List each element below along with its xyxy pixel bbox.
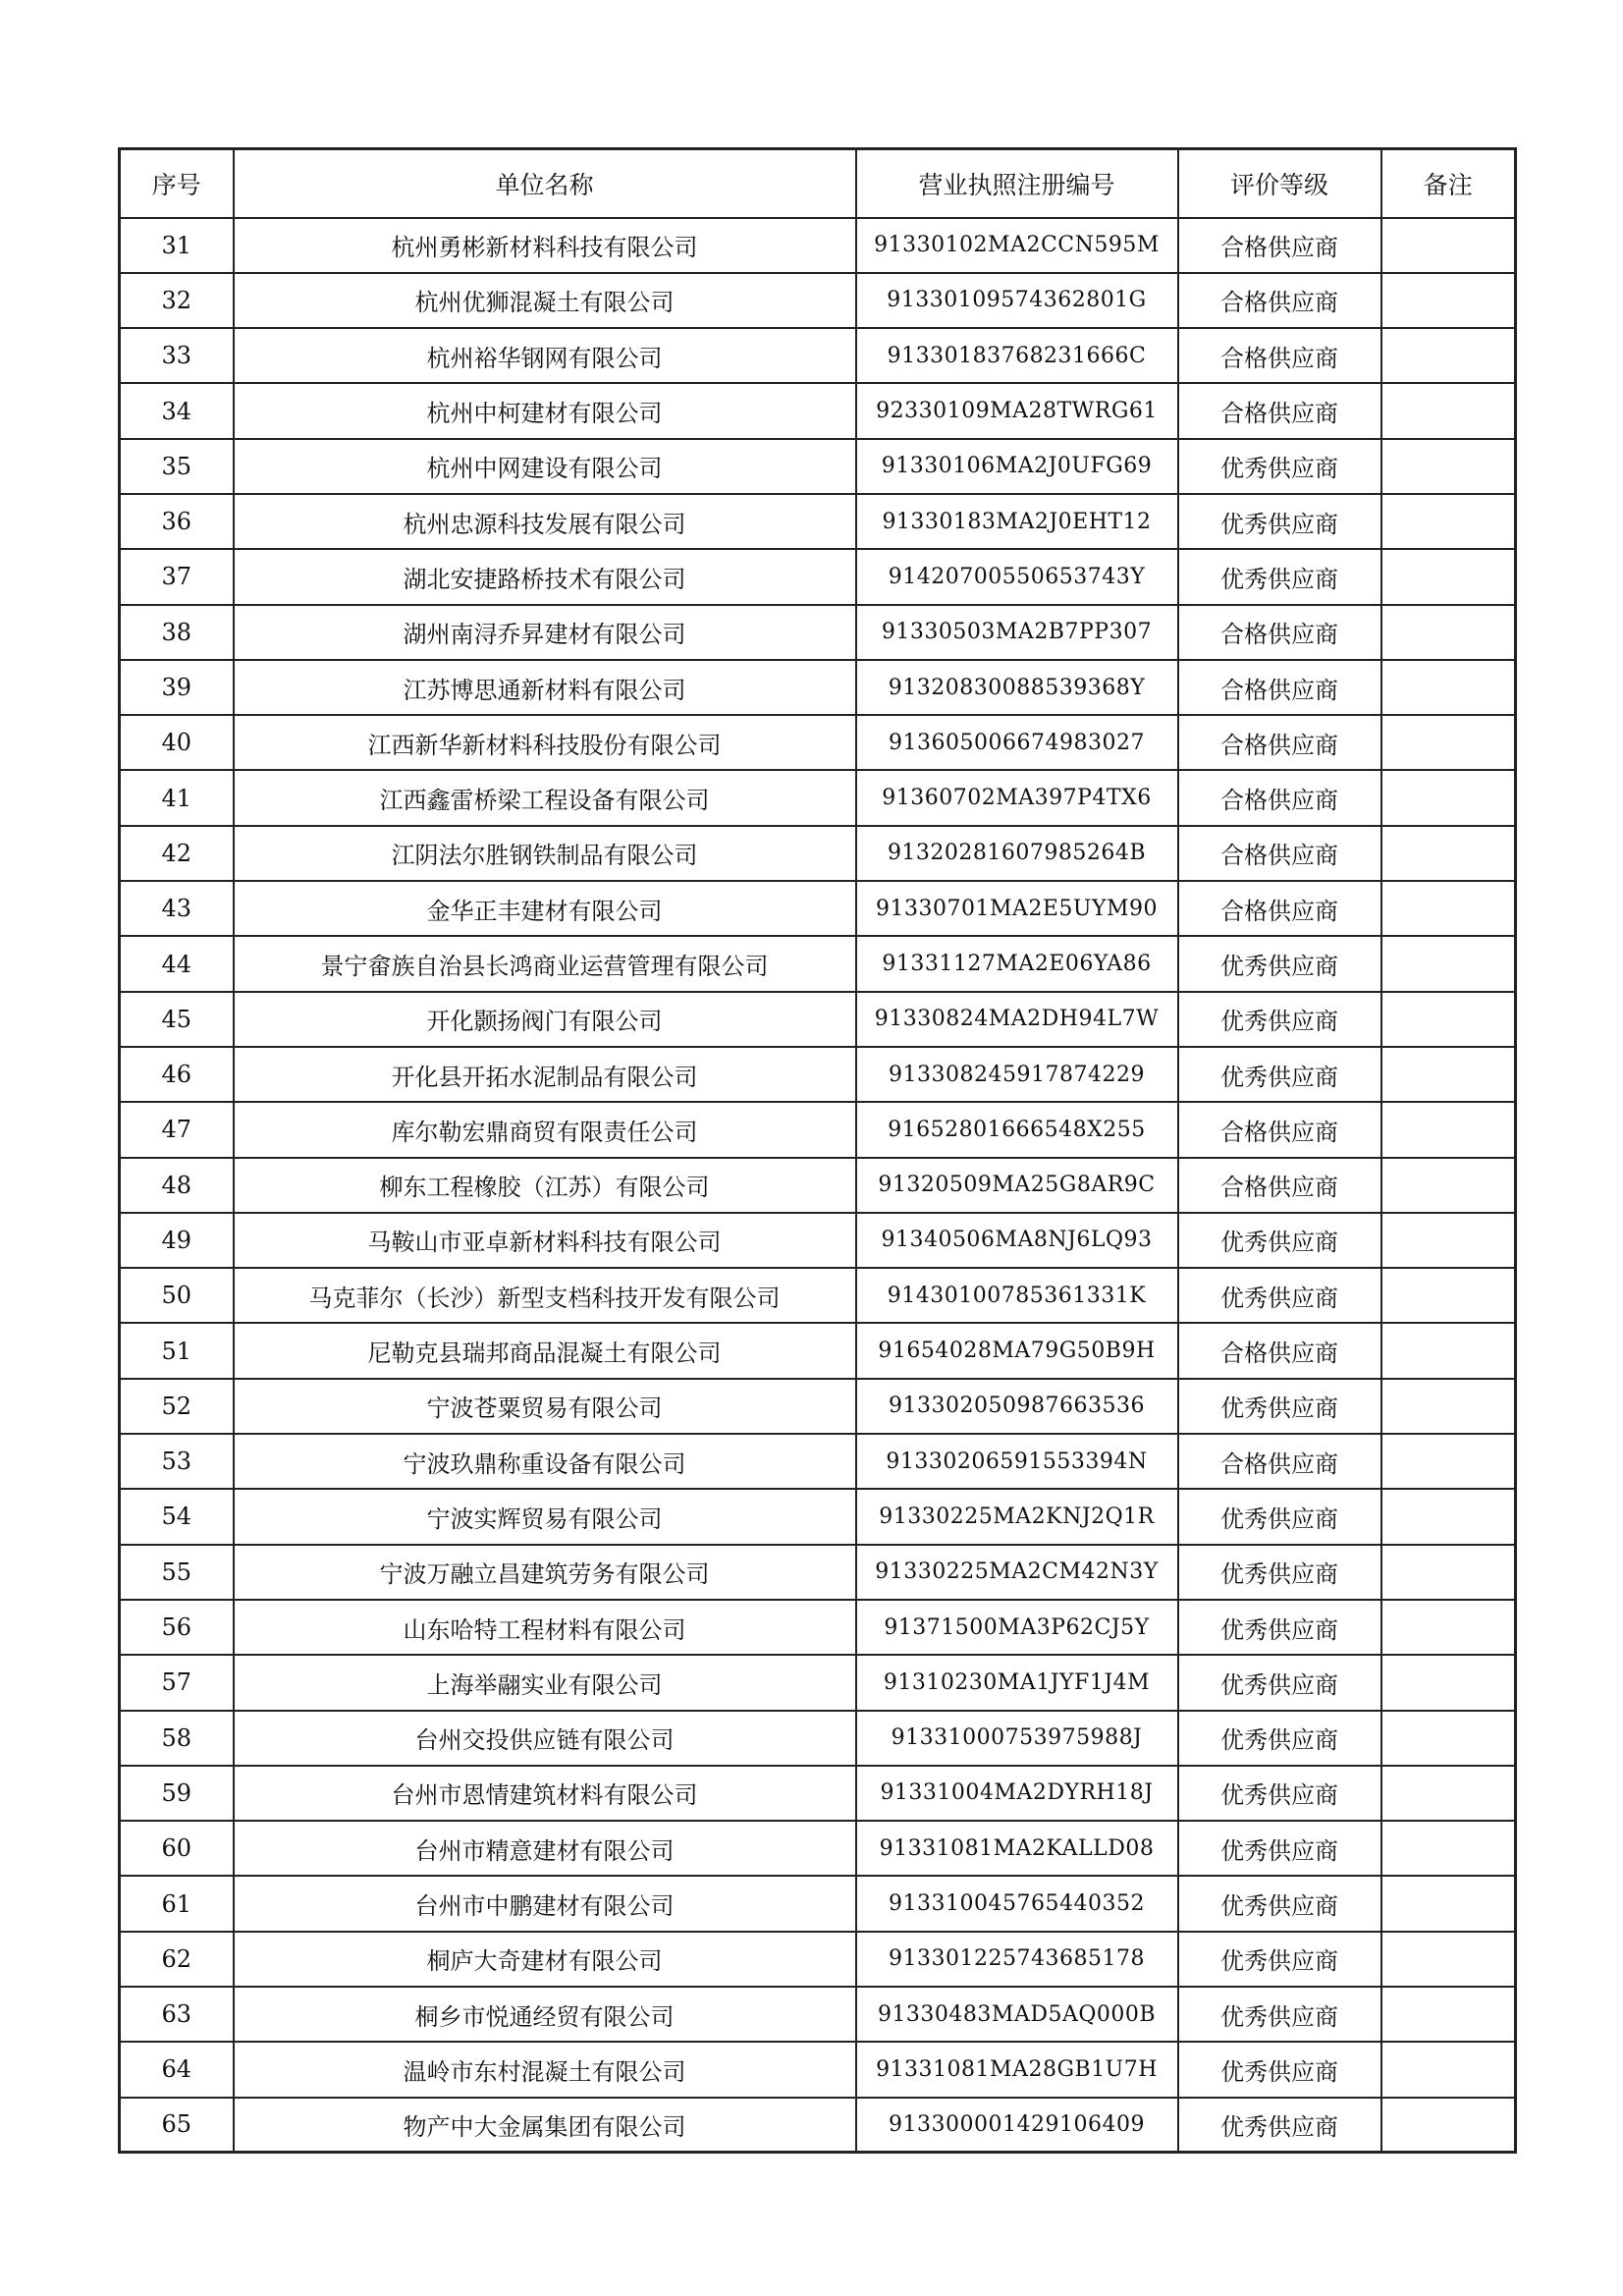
cell-index: 33 bbox=[120, 328, 234, 383]
cell-license-number: 91320281607985264B bbox=[856, 826, 1178, 881]
cell-rating: 合格供应商 bbox=[1178, 218, 1381, 273]
cell-index: 49 bbox=[120, 1213, 234, 1268]
cell-company-name: 温岭市东村混凝土有限公司 bbox=[234, 2042, 856, 2097]
cell-note bbox=[1381, 1987, 1516, 2042]
cell-index: 52 bbox=[120, 1379, 234, 1434]
table-row bbox=[120, 1932, 1516, 1987]
cell-index: 59 bbox=[120, 1766, 234, 1821]
cell-license-number: 91331081MA28GB1U7H bbox=[856, 2042, 1178, 2097]
cell-rating: 优秀供应商 bbox=[1178, 549, 1381, 604]
cell-license-number: 91330106MA2J0UFG69 bbox=[856, 439, 1178, 494]
cell-license-number: 92330109MA28TWRG61 bbox=[856, 383, 1178, 438]
table-row bbox=[120, 1821, 1516, 1876]
table-row bbox=[120, 2098, 1516, 2153]
cell-note bbox=[1381, 881, 1516, 936]
table-header-row bbox=[120, 149, 1516, 218]
cell-license-number: 91654028MA79G50B9H bbox=[856, 1323, 1178, 1378]
table-row bbox=[120, 660, 1516, 715]
cell-company-name: 湖州南浔乔昇建材有限公司 bbox=[234, 605, 856, 660]
cell-license-number: 91320830088539368Y bbox=[856, 660, 1178, 715]
cell-company-name: 台州市中鹏建材有限公司 bbox=[234, 1876, 856, 1931]
cell-license-number: 91652801666548X255 bbox=[856, 1102, 1178, 1157]
cell-license-number: 91330183MA2J0EHT12 bbox=[856, 494, 1178, 549]
table-row bbox=[120, 1600, 1516, 1655]
cell-index: 48 bbox=[120, 1158, 234, 1213]
table-row bbox=[120, 826, 1516, 881]
cell-rating: 合格供应商 bbox=[1178, 826, 1381, 881]
cell-license-number: 91320509MA25G8AR9C bbox=[856, 1158, 1178, 1213]
cell-license-number: 91420700550653743Y bbox=[856, 549, 1178, 604]
cell-index: 32 bbox=[120, 273, 234, 328]
cell-company-name: 马鞍山市亚卓新材料科技有限公司 bbox=[234, 1213, 856, 1268]
table-row bbox=[120, 1102, 1516, 1157]
cell-note bbox=[1381, 273, 1516, 328]
table-row bbox=[120, 1158, 1516, 1213]
cell-index: 47 bbox=[120, 1102, 234, 1157]
cell-note bbox=[1381, 1932, 1516, 1987]
cell-note bbox=[1381, 383, 1516, 438]
cell-license-number: 91331000753975988J bbox=[856, 1711, 1178, 1766]
cell-company-name: 杭州勇彬新材料科技有限公司 bbox=[234, 218, 856, 273]
cell-rating: 优秀供应商 bbox=[1178, 1213, 1381, 1268]
cell-index: 46 bbox=[120, 1047, 234, 1102]
cell-license-number: 91371500MA3P62CJ5Y bbox=[856, 1600, 1178, 1655]
cell-rating: 优秀供应商 bbox=[1178, 2098, 1381, 2153]
cell-rating: 优秀供应商 bbox=[1178, 1545, 1381, 1600]
table-row bbox=[120, 881, 1516, 936]
cell-rating: 合格供应商 bbox=[1178, 715, 1381, 770]
cell-index: 38 bbox=[120, 605, 234, 660]
cell-rating: 优秀供应商 bbox=[1178, 1876, 1381, 1931]
table-row bbox=[120, 1987, 1516, 2042]
table-row bbox=[120, 1047, 1516, 1102]
table-row bbox=[120, 549, 1516, 604]
cell-index: 55 bbox=[120, 1545, 234, 1600]
cell-note bbox=[1381, 218, 1516, 273]
cell-rating: 优秀供应商 bbox=[1178, 1047, 1381, 1102]
cell-license-number: 913605006674983027 bbox=[856, 715, 1178, 770]
cell-license-number: 913300001429106409 bbox=[856, 2098, 1178, 2153]
supplier-table bbox=[118, 147, 1517, 2154]
table-row bbox=[120, 715, 1516, 770]
cell-license-number: 91330102MA2CCN595M bbox=[856, 218, 1178, 273]
table-row bbox=[120, 1213, 1516, 1268]
cell-note bbox=[1381, 1102, 1516, 1157]
table-row bbox=[120, 1766, 1516, 1821]
cell-company-name: 江阴法尔胜钢铁制品有限公司 bbox=[234, 826, 856, 881]
cell-company-name: 江苏博思通新材料有限公司 bbox=[234, 660, 856, 715]
table-row bbox=[120, 273, 1516, 328]
cell-index: 41 bbox=[120, 770, 234, 825]
cell-note bbox=[1381, 1047, 1516, 1102]
cell-index: 62 bbox=[120, 1932, 234, 1987]
cell-company-name: 景宁畲族自治县长鸿商业运营管理有限公司 bbox=[234, 936, 856, 991]
cell-index: 51 bbox=[120, 1323, 234, 1378]
cell-license-number: 91331081MA2KALLD08 bbox=[856, 1821, 1178, 1876]
cell-note bbox=[1381, 992, 1516, 1047]
cell-rating: 合格供应商 bbox=[1178, 881, 1381, 936]
cell-license-number: 91330701MA2E5UYM90 bbox=[856, 881, 1178, 936]
cell-rating: 优秀供应商 bbox=[1178, 992, 1381, 1047]
cell-license-number: 91360702MA397P4TX6 bbox=[856, 770, 1178, 825]
cell-company-name: 湖北安捷路桥技术有限公司 bbox=[234, 549, 856, 604]
cell-company-name: 金华正丰建材有限公司 bbox=[234, 881, 856, 936]
cell-index: 50 bbox=[120, 1268, 234, 1323]
cell-company-name: 宁波苍粟贸易有限公司 bbox=[234, 1379, 856, 1434]
cell-index: 53 bbox=[120, 1434, 234, 1489]
cell-license-number: 91330503MA2B7PP307 bbox=[856, 605, 1178, 660]
cell-company-name: 尼勒克县瑞邦商品混凝土有限公司 bbox=[234, 1323, 856, 1378]
cell-company-name: 库尔勒宏鼎商贸有限责任公司 bbox=[234, 1102, 856, 1157]
table-row bbox=[120, 1379, 1516, 1434]
cell-license-number: 91330206591553394N bbox=[856, 1434, 1178, 1489]
table-row bbox=[120, 2042, 1516, 2097]
header-note: 备注 bbox=[1381, 149, 1516, 218]
cell-company-name: 桐乡市悦通经贸有限公司 bbox=[234, 1987, 856, 2042]
table-row bbox=[120, 328, 1516, 383]
cell-company-name: 上海举翮实业有限公司 bbox=[234, 1655, 856, 1710]
cell-note bbox=[1381, 1655, 1516, 1710]
cell-rating: 合格供应商 bbox=[1178, 328, 1381, 383]
cell-rating: 合格供应商 bbox=[1178, 1323, 1381, 1378]
cell-note bbox=[1381, 1766, 1516, 1821]
cell-index: 36 bbox=[120, 494, 234, 549]
cell-company-name: 宁波实辉贸易有限公司 bbox=[234, 1489, 856, 1544]
table-row bbox=[120, 439, 1516, 494]
cell-note bbox=[1381, 1711, 1516, 1766]
cell-company-name: 杭州裕华钢网有限公司 bbox=[234, 328, 856, 383]
cell-company-name: 物产中大金属集团有限公司 bbox=[234, 2098, 856, 2153]
cell-rating: 合格供应商 bbox=[1178, 1434, 1381, 1489]
cell-rating: 合格供应商 bbox=[1178, 273, 1381, 328]
cell-rating: 合格供应商 bbox=[1178, 383, 1381, 438]
cell-license-number: 91330483MAD5AQ000B bbox=[856, 1987, 1178, 2042]
cell-company-name: 宁波玖鼎称重设备有限公司 bbox=[234, 1434, 856, 1489]
cell-rating: 优秀供应商 bbox=[1178, 1600, 1381, 1655]
cell-rating: 优秀供应商 bbox=[1178, 1711, 1381, 1766]
cell-rating: 合格供应商 bbox=[1178, 770, 1381, 825]
cell-index: 64 bbox=[120, 2042, 234, 2097]
cell-note bbox=[1381, 1379, 1516, 1434]
cell-rating: 优秀供应商 bbox=[1178, 2042, 1381, 2097]
cell-company-name: 杭州优狮混凝土有限公司 bbox=[234, 273, 856, 328]
cell-company-name: 宁波万融立昌建筑劳务有限公司 bbox=[234, 1545, 856, 1600]
cell-index: 34 bbox=[120, 383, 234, 438]
cell-note bbox=[1381, 770, 1516, 825]
cell-license-number: 913302050987663536 bbox=[856, 1379, 1178, 1434]
cell-index: 31 bbox=[120, 218, 234, 273]
cell-license-number: 91330225MA2CM42N3Y bbox=[856, 1545, 1178, 1600]
cell-rating: 优秀供应商 bbox=[1178, 1268, 1381, 1323]
cell-note bbox=[1381, 826, 1516, 881]
cell-note bbox=[1381, 1545, 1516, 1600]
cell-company-name: 江西新华新材料科技股份有限公司 bbox=[234, 715, 856, 770]
header-name: 单位名称 bbox=[234, 149, 856, 218]
table-row bbox=[120, 383, 1516, 438]
cell-license-number: 913310045765440352 bbox=[856, 1876, 1178, 1931]
cell-note bbox=[1381, 605, 1516, 660]
cell-rating: 优秀供应商 bbox=[1178, 1766, 1381, 1821]
cell-company-name: 开化颢扬阀门有限公司 bbox=[234, 992, 856, 1047]
cell-note bbox=[1381, 660, 1516, 715]
cell-license-number: 91310230MA1JYF1J4M bbox=[856, 1655, 1178, 1710]
cell-rating: 优秀供应商 bbox=[1178, 936, 1381, 991]
table-row bbox=[120, 1655, 1516, 1710]
cell-license-number: 913301225743685178 bbox=[856, 1932, 1178, 1987]
cell-rating: 合格供应商 bbox=[1178, 1102, 1381, 1157]
cell-index: 37 bbox=[120, 549, 234, 604]
cell-note bbox=[1381, 328, 1516, 383]
cell-note bbox=[1381, 1489, 1516, 1544]
cell-note bbox=[1381, 1158, 1516, 1213]
cell-rating: 合格供应商 bbox=[1178, 660, 1381, 715]
cell-index: 44 bbox=[120, 936, 234, 991]
cell-index: 57 bbox=[120, 1655, 234, 1710]
cell-note bbox=[1381, 2042, 1516, 2097]
cell-company-name: 开化县开拓水泥制品有限公司 bbox=[234, 1047, 856, 1102]
cell-rating: 合格供应商 bbox=[1178, 605, 1381, 660]
cell-index: 43 bbox=[120, 881, 234, 936]
cell-note bbox=[1381, 1876, 1516, 1931]
cell-note bbox=[1381, 1213, 1516, 1268]
cell-index: 56 bbox=[120, 1600, 234, 1655]
cell-license-number: 91331127MA2E06YA86 bbox=[856, 936, 1178, 991]
table-row bbox=[120, 936, 1516, 991]
cell-rating: 优秀供应商 bbox=[1178, 494, 1381, 549]
table-row bbox=[120, 992, 1516, 1047]
cell-index: 63 bbox=[120, 1987, 234, 2042]
cell-license-number: 91430100785361331K bbox=[856, 1268, 1178, 1323]
cell-rating: 优秀供应商 bbox=[1178, 1655, 1381, 1710]
cell-rating: 优秀供应商 bbox=[1178, 1379, 1381, 1434]
cell-rating: 优秀供应商 bbox=[1178, 1987, 1381, 2042]
table-row bbox=[120, 1489, 1516, 1544]
cell-company-name: 山东哈特工程材料有限公司 bbox=[234, 1600, 856, 1655]
cell-note bbox=[1381, 549, 1516, 604]
cell-license-number: 91330824MA2DH94L7W bbox=[856, 992, 1178, 1047]
cell-license-number: 91330225MA2KNJ2Q1R bbox=[856, 1489, 1178, 1544]
cell-company-name: 台州市恩情建筑材料有限公司 bbox=[234, 1766, 856, 1821]
cell-rating: 优秀供应商 bbox=[1178, 1821, 1381, 1876]
table-row bbox=[120, 770, 1516, 825]
table-body bbox=[120, 218, 1516, 2153]
cell-index: 39 bbox=[120, 660, 234, 715]
cell-index: 54 bbox=[120, 1489, 234, 1544]
cell-index: 58 bbox=[120, 1711, 234, 1766]
table-row bbox=[120, 1268, 1516, 1323]
cell-rating: 优秀供应商 bbox=[1178, 1489, 1381, 1544]
cell-company-name: 台州交投供应链有限公司 bbox=[234, 1711, 856, 1766]
cell-index: 61 bbox=[120, 1876, 234, 1931]
cell-index: 65 bbox=[120, 2098, 234, 2153]
cell-license-number: 91330109574362801G bbox=[856, 273, 1178, 328]
cell-company-name: 桐庐大奇建材有限公司 bbox=[234, 1932, 856, 1987]
cell-company-name: 杭州中网建设有限公司 bbox=[234, 439, 856, 494]
cell-rating: 优秀供应商 bbox=[1178, 439, 1381, 494]
cell-index: 45 bbox=[120, 992, 234, 1047]
cell-company-name: 杭州忠源科技发展有限公司 bbox=[234, 494, 856, 549]
cell-note bbox=[1381, 715, 1516, 770]
cell-license-number: 91331004MA2DYRH18J bbox=[856, 1766, 1178, 1821]
header-rating: 评价等级 bbox=[1178, 149, 1381, 218]
cell-rating: 优秀供应商 bbox=[1178, 1932, 1381, 1987]
header-license: 营业执照注册编号 bbox=[856, 149, 1178, 218]
cell-company-name: 柳东工程橡胶（江苏）有限公司 bbox=[234, 1158, 856, 1213]
cell-note bbox=[1381, 439, 1516, 494]
table-row bbox=[120, 1545, 1516, 1600]
table-row bbox=[120, 605, 1516, 660]
cell-license-number: 91330183768231666C bbox=[856, 328, 1178, 383]
table-row bbox=[120, 494, 1516, 549]
table-row bbox=[120, 1876, 1516, 1931]
table-row bbox=[120, 1323, 1516, 1378]
cell-note bbox=[1381, 1434, 1516, 1489]
cell-license-number: 91340506MA8NJ6LQ93 bbox=[856, 1213, 1178, 1268]
cell-index: 42 bbox=[120, 826, 234, 881]
cell-company-name: 杭州中柯建材有限公司 bbox=[234, 383, 856, 438]
header-index: 序号 bbox=[120, 149, 234, 218]
cell-note bbox=[1381, 494, 1516, 549]
cell-index: 35 bbox=[120, 439, 234, 494]
cell-company-name: 台州市精意建材有限公司 bbox=[234, 1821, 856, 1876]
cell-note bbox=[1381, 2098, 1516, 2153]
cell-note bbox=[1381, 1323, 1516, 1378]
cell-index: 60 bbox=[120, 1821, 234, 1876]
table-row bbox=[120, 1434, 1516, 1489]
cell-company-name: 马克菲尔（长沙）新型支档科技开发有限公司 bbox=[234, 1268, 856, 1323]
cell-license-number: 913308245917874229 bbox=[856, 1047, 1178, 1102]
cell-company-name: 江西鑫雷桥梁工程设备有限公司 bbox=[234, 770, 856, 825]
cell-note bbox=[1381, 1821, 1516, 1876]
cell-note bbox=[1381, 1268, 1516, 1323]
cell-rating: 合格供应商 bbox=[1178, 1158, 1381, 1213]
cell-index: 40 bbox=[120, 715, 234, 770]
table-row bbox=[120, 1711, 1516, 1766]
cell-note bbox=[1381, 936, 1516, 991]
table-row bbox=[120, 218, 1516, 273]
cell-note bbox=[1381, 1600, 1516, 1655]
